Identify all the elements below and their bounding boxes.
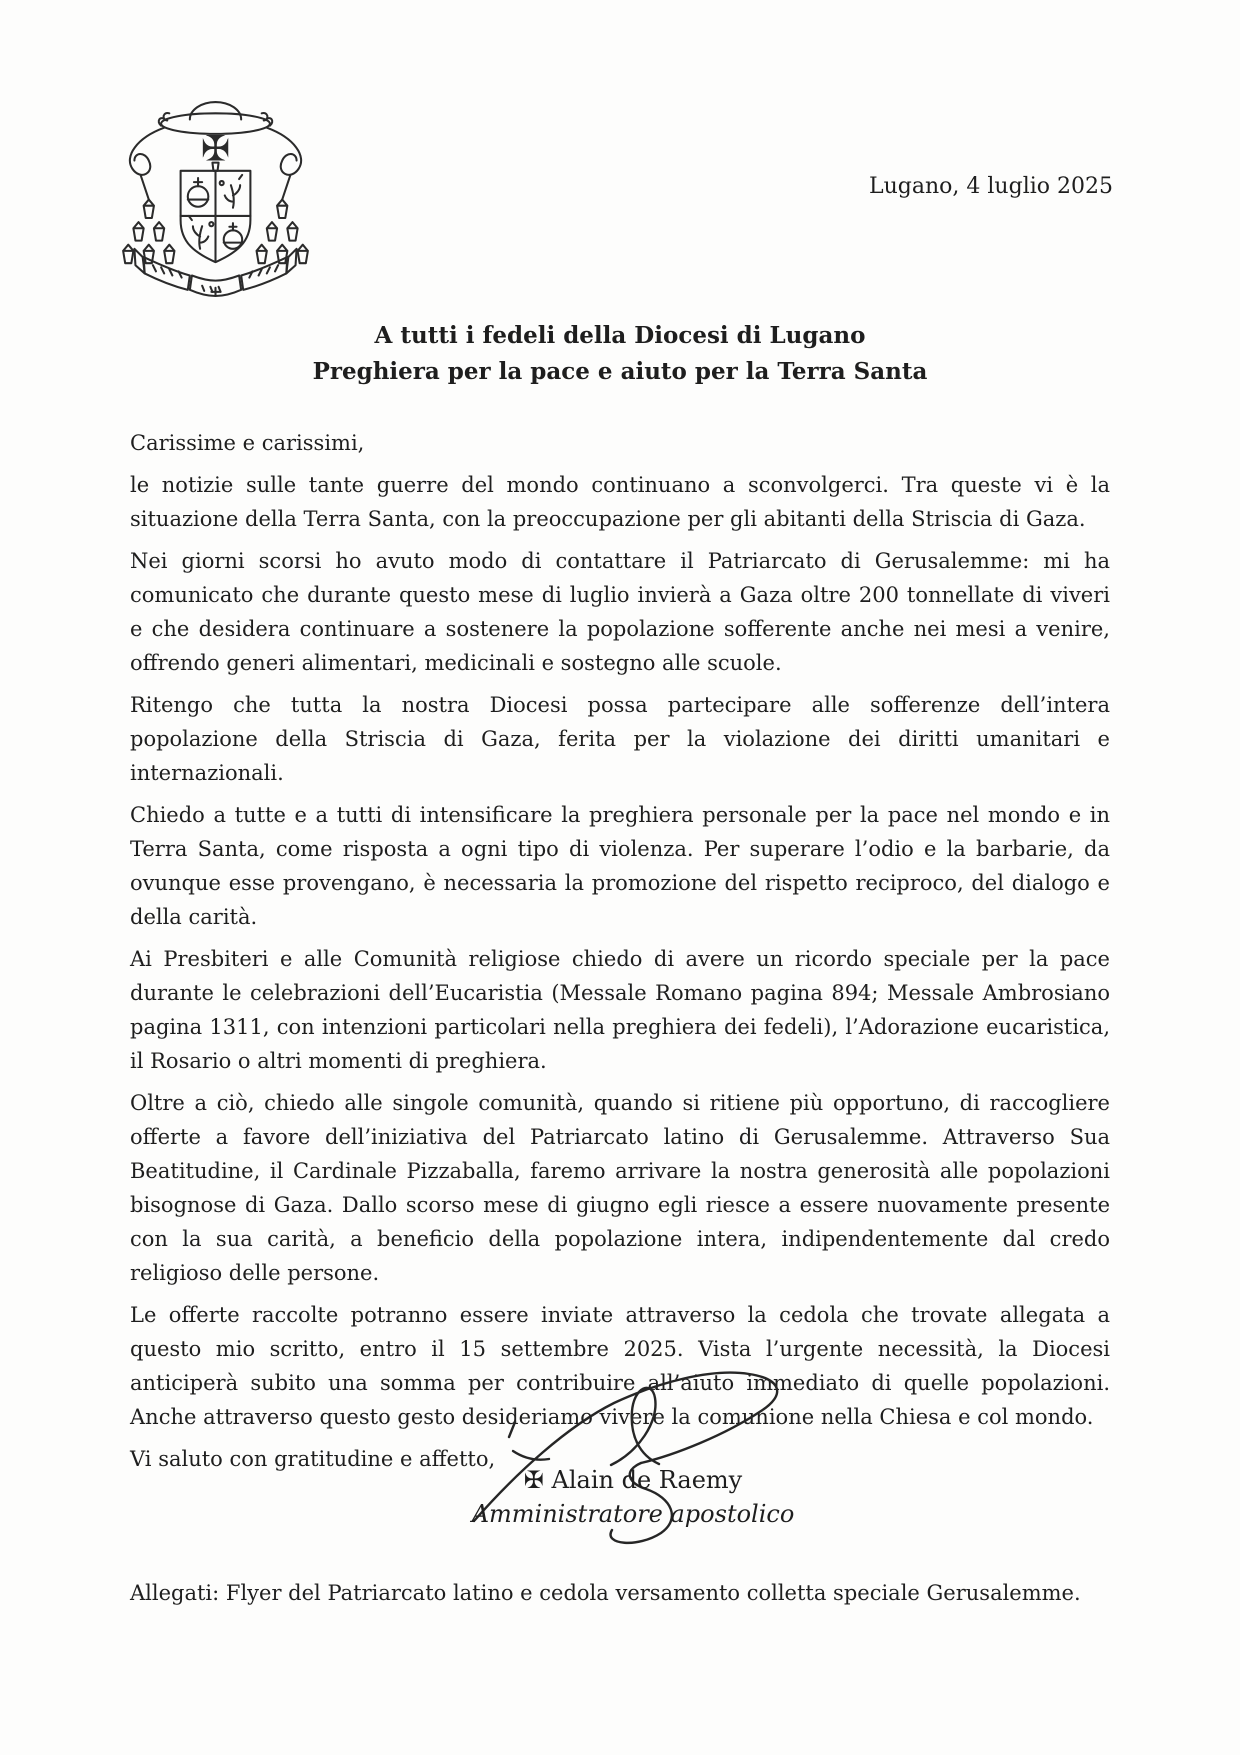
letter-paragraph: Le offerte raccolte potranno essere inviate attraverso la cedola che trovate allegata a questo mio scritto, entro il 15 settembre 2025. Vista l’urgente necessità, la Diocesi anticiperà subito una somma per contribuire all’aiuto immediato di quelle popolazioni. Anche attraverso questo gesto desideriamo vivere la comunione nella Chiesa e col mondo. (130, 1303, 1110, 1429)
letter-paragraph: Nei giorni scorsi ho avuto modo di contattare il Patriarcato di Gerusalemme: mi ha comunicato che durante questo mese di luglio invierà a Gaza oltre 200 tonnellate di viveri e che desidera continuare a sostenere la popolazione sofferente anche nei mesi a venire, offrendo generi alimentari, medicinali e sostegno alle scuole. (130, 549, 1110, 675)
closing-line: Vi saluto con gratitudine e affetto, (130, 1447, 496, 1471)
letter-title (130, 318, 1110, 390)
letter-title-line1: A tutti i fedeli della Diocesi di Lugano (374, 322, 866, 349)
letter-paragraph: Ai Presbiteri e alle Comunità religiose chiedo di avere un ricordo speciale per la pace durante le celebrazioni dell’Eucaristia (Messale Romano pagina 894; Messale Ambrosiano pagina 1311, con intenzioni particolari nella preghiera dei fedeli), l’Adorazione eucaristica, il Rosario o altri momenti di preghiera. (130, 947, 1110, 1073)
letter-paragraph: Chiedo a tutte e a tutti di intensificare la preghiera personale per la pace nel mondo e in Terra Santa, come risposta a ogni tipo di violenza. Per superare l’odio e la barbarie, da ovunque esse provengano, è necessaria la promozione del rispetto reciproco, del dialogo e della carità. (130, 803, 1110, 929)
svg-text:✠: ✠ (200, 129, 231, 170)
letter-title-line2: Preghiera per la pace e aiuto per la Terra Santa (312, 358, 928, 385)
letter-paragraph: le notizie sulle tante guerre del mondo continuano a sconvolgerci. Tra queste vi è la situazione della Terra Santa, con la preoccupazione per gli abitanti della Striscia di Gaza. (130, 473, 1110, 531)
letter-paragraph: Ritengo che tutta la nostra Diocesi possa partecipare alle sofferenze dell’intera popolazione della Striscia di Gaza, ferita per la violazione dei diritti umanitari e internazionali. (130, 693, 1110, 785)
signature-name: ✠ Alain de Raemy (523, 1466, 743, 1494)
letter-body (130, 426, 1110, 1484)
letter-paragraph: Oltre a ciò, chiedo alle singole comunità, quando si ritiene più opportuno, di raccogliere offerte a favore dell’iniziativa del Patriarcato latino di Gerusalemme. Attraverso Sua Beatitudine, il Cardinale Pizzaballa, faremo arrivare la nostra generosità alle popolazioni bisognose di Gaza. Dallo scorso mese di giugno egli riesce a essere nuovamente presente con la sua carità, a beneficio della popolazione intera, indipendentemente dal credo religioso delle persone. (130, 1091, 1110, 1285)
signature-role: Amministratore apostolico (471, 1500, 795, 1528)
salutation: Carissime e carissimi, (130, 431, 365, 455)
letter-date: Lugano, 4 luglio 2025 (869, 174, 1113, 199)
attachments-line: Allegati: Flyer del Patriarcato latino e cedola versamento colletta speciale Gerusalemme. (130, 1581, 1081, 1605)
signature-block (433, 1463, 833, 1531)
